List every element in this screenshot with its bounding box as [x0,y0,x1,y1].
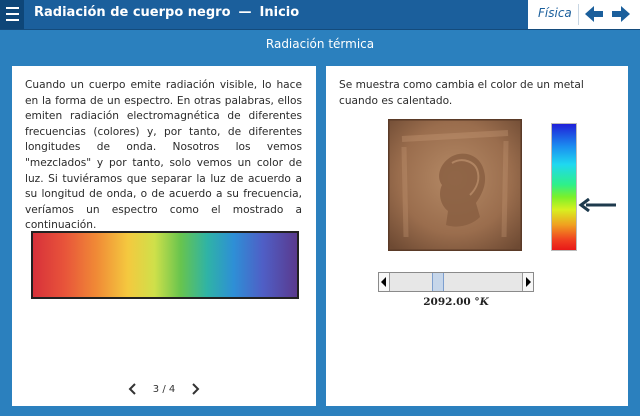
page-counter [153,384,176,395]
top-bar [0,0,640,30]
title-separator: — [238,5,252,20]
pagination [12,382,316,396]
forward-arrow-icon[interactable] [610,4,632,24]
home-link[interactable]: Inicio [259,5,300,20]
triangle-left-icon [379,273,389,291]
current-page: 3 [152,383,160,395]
spectrum-image [31,231,299,299]
hamburger-icon-line [6,13,19,15]
explanation-text: Cuando un cuerpo emite radiación visible, lo hace en la forma de un espectro. En otras palabras, ellos emiten radiación electromagnética de diferentes frecuencias (colores) y, por tanto, de diferentes longitudes de onda. Nosotros los vemos "mezclados" y por tanto, solo vemos un color de luz. Si tuviéramos que separar la luz de acuerdo a su longitud de onda, o de acuerdo a su frecuencia, veríamos un espectro como el mostrado a continuación. [25,79,302,232]
heated-metal-coin-image [388,119,522,251]
page-title: Radiación térmica [265,37,375,51]
temperature-value: 2092.00 [423,296,471,308]
temperature-slider[interactable] [378,272,534,292]
app-title [34,5,299,20]
simulation-description: Se muestra como cambia el color de un metal cuando es calentado. [339,79,584,107]
next-page-icon[interactable] [188,382,202,396]
slider-decrement-button[interactable] [379,273,390,291]
left-panel [12,66,316,406]
triangle-right-icon [523,273,533,291]
temperature-color-scale [551,123,577,251]
previous-page-icon[interactable] [126,382,140,396]
app-title-text: Radiación de cuerpo negro [34,5,231,20]
toolbar [528,0,640,29]
hamburger-icon-line [6,7,19,9]
slider-increment-button[interactable] [522,273,533,291]
page-separator: / [162,383,166,395]
total-pages: 4 [168,383,176,395]
right-panel [326,66,628,406]
slider-thumb[interactable] [432,273,444,291]
back-arrow-icon[interactable] [583,4,605,24]
hamburger-icon-line [6,19,19,21]
left-arrow-pointer-icon [578,198,618,212]
subject-label: Física [538,6,572,20]
temperature-unit: °K [474,296,489,308]
toolbar-divider [578,4,579,25]
temperature-readout [378,296,534,308]
menu-button[interactable] [0,0,24,29]
